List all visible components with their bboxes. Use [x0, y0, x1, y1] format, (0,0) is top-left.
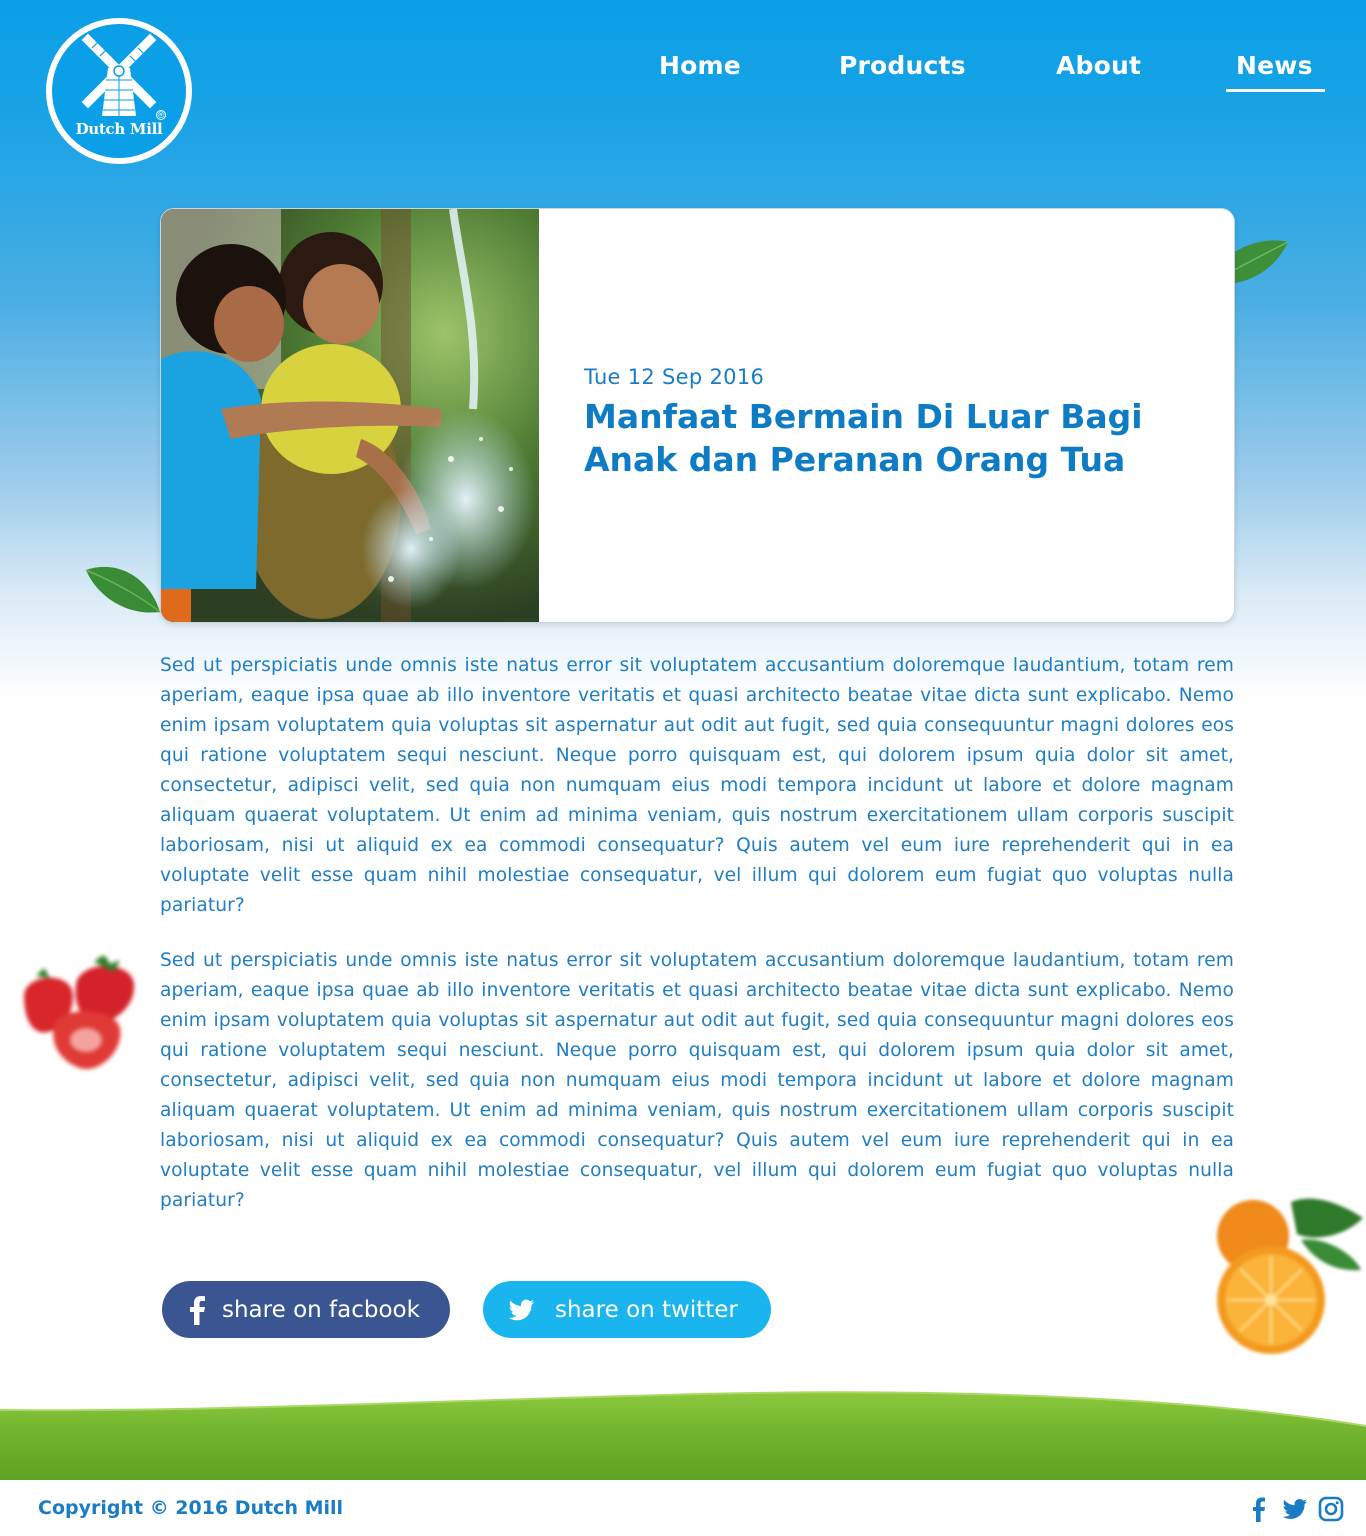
registered-mark: ® [157, 109, 165, 120]
leaf-decoration-icon [84, 562, 164, 618]
orange-decoration-icon [1205, 1196, 1366, 1360]
article-paragraph: Sed ut perspiciatis unde omnis iste natus error sit voluptatem accusantium doloremque laudantium, totam rem aperiam, eaque ipsa quae ab illo inventore veritatis et quasi architecto beatae vitae dicta sunt explicabo. Nemo enim ipsam voluptatem quia voluptas sit aspernatur aut odit aut fugit, sed quia consequuntur magni dolores eos qui ratione voluptatem sequi nesciunt. Neque porro quisquam est, qui dolorem ipsum quia dolor sit amet, consectetur, adipisci velit, sed quia non numquam eius modi tempora incidunt ut labore et dolore magnam aliquam quaerat voluptatem. Ut enim ad minima veniam, quis nostrum exercitationem ullam corporis suscipit laboriosam, nisi ut aliquid ex ea commodi consequatur? Quis autem vel eum iure reprehenderit qui in ea voluptate velit esse quam nihil molestiae consequatur, vel illum qui dolorem eum fugiat quo voluptas nulla pariatur? [160, 950, 1234, 1211]
copyright-text: Copyright © 2016 Dutch Mill [38, 1497, 344, 1519]
nav-news[interactable]: News [1236, 48, 1313, 92]
nav-home[interactable]: Home [659, 51, 741, 80]
article-card [160, 208, 1235, 623]
article-title: Manfaat Bermain Di Luar Bagi Anak dan Peranan Orang Tua [584, 397, 1143, 479]
share-twitter-label: share on twitter [555, 1296, 738, 1323]
share-twitter-button[interactable] [483, 1281, 771, 1338]
twitter-icon[interactable] [1282, 1496, 1308, 1522]
share-facebook-button[interactable] [162, 1281, 450, 1338]
nav-about[interactable]: About [1056, 51, 1142, 80]
instagram-icon[interactable] [1318, 1496, 1344, 1522]
facebook-icon[interactable] [1246, 1496, 1272, 1522]
nav-products[interactable]: Products [839, 51, 966, 80]
twitter-icon [509, 1295, 535, 1325]
article-photo [161, 209, 539, 623]
facebook-icon [184, 1295, 210, 1325]
article-date: Tue 12 Sep 2016 [584, 365, 765, 389]
grass-decoration [0, 1390, 1366, 1480]
footer [0, 1480, 1366, 1536]
article-paragraph: Sed ut perspiciatis unde omnis iste natus error sit voluptatem accusantium doloremque laudantium, totam rem aperiam, eaque ipsa quae ab illo inventore veritatis et quasi architecto beatae vitae dicta sunt explicabo. Nemo enim ipsam voluptatem quia voluptas sit aspernatur aut odit aut fugit, sed quia consequuntur magni dolores eos qui ratione voluptatem sequi nesciunt. Neque porro quisquam est, qui dolorem ipsum quia dolor sit amet, consectetur, adipisci velit, sed quia non numquam eius modi tempora incidunt ut labore et dolore magnam aliquam quaerat voluptatem. Ut enim ad minima veniam, quis nostrum exercitationem ullam corporis suscipit laboriosam, nisi ut aliquid ex ea commodi consequatur? Quis autem vel eum iure reprehenderit qui in ea voluptate velit esse quam nihil molestiae consequatur, vel illum qui dolorem eum fugiat quo voluptas nulla pariatur? [160, 655, 1234, 916]
strawberry-decoration-icon [14, 956, 138, 1076]
share-facebook-label: share on facbook [222, 1296, 420, 1323]
social-links [1246, 1496, 1344, 1522]
main-nav [0, 48, 1366, 98]
logo-text: Dutch Mill [75, 120, 163, 138]
